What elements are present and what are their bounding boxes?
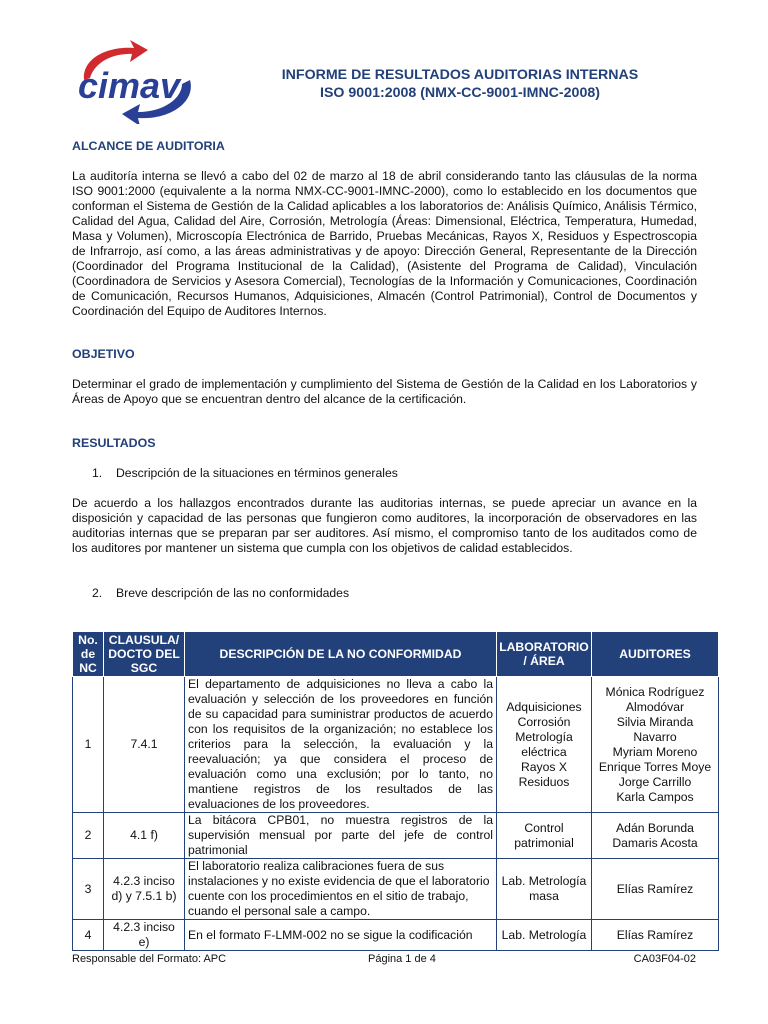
footer-responsable: Responsable del Formato: APC [72, 953, 227, 965]
lab-line: Residuos [518, 774, 570, 789]
lab-line: Metrología eléctrica [515, 729, 573, 759]
title-line-1: INFORME DE RESULTADOS AUDITORIAS INTERNAS [281, 67, 639, 83]
table-row [73, 920, 719, 951]
no-conformidades-table [72, 631, 719, 951]
lab-line: Corrosión [517, 714, 571, 729]
header-no: No. de NC [73, 632, 104, 677]
cell-auditores [592, 677, 719, 813]
auditor-name: Silvia Miranda Navarro [616, 714, 694, 744]
table-row [73, 677, 719, 813]
cell-laboratorio [497, 813, 592, 859]
auditor-name: Karla Campos [616, 789, 694, 804]
auditor-name: Mónica Rodríguez Almodóvar [605, 684, 705, 714]
lab-line: Adquisiciones [506, 699, 582, 714]
title-line-2: ISO 9001:2008 (NMX-CC-9001-IMNC-2008) [320, 85, 600, 101]
report-title [200, 66, 720, 102]
cell-descripcion: La bitácora CPB01, no muestra registros de la supervisión mensual por parte del jefe de control patrimonial [185, 813, 497, 859]
cell-descripcion: El departamento de adquisiciones no lleva a cabo la evaluación y selección de los proveedores en función de su capacidad para suministrar productos de acuerdo con los requisitos de la organización; no establece los criterios para la selección, la evaluación y la reevaluación; ya que considera el proceso de evaluación como una exclusión; por lo tanto, no mantiene registros de los resultados de las evaluaciones de los proveedores. [185, 677, 497, 813]
cell-auditores [592, 859, 719, 920]
cell-laboratorio [497, 859, 592, 920]
list-item-2-number: 2. [92, 586, 103, 600]
lab-line: Lab. Metrología masa [501, 874, 587, 903]
header-laboratorio: LABORATORIO / ÁREA [497, 632, 592, 677]
cell-descripcion: El laboratorio realiza calibraciones fuera de sus instalaciones y no existe evidencia de que el laboratorio cuente con los procedimientos en el sitio de trabajo, cuando el personal sale a campo. [185, 859, 497, 920]
header-clausula: CLAUSULA/ DOCTO DEL SGC [104, 632, 185, 677]
cell-no: 1 [73, 677, 104, 813]
lab-line: Rayos X [520, 759, 568, 774]
list-item-1-number: 1. [92, 466, 103, 480]
alcance-heading: ALCANCE DE AUDITORIA [72, 139, 225, 153]
cell-laboratorio [497, 920, 592, 951]
header-descripcion: DESCRIPCIÓN DE LA NO CONFORMIDAD [185, 632, 497, 677]
objetivo-paragraph: Determinar el grado de implementación y cumplimiento del Sistema de Gestión de la Calidad en los Laboratorios y Áreas de Apoyo que se encuentran dentro del alcance de la certificación. [72, 377, 697, 406]
list-item-2-text: Breve descripción de las no conformidades [116, 586, 350, 600]
auditor-name: Elías Ramírez [616, 881, 694, 896]
footer-format-code: CA03F04-02 [633, 953, 696, 965]
auditor-name: Elías Ramírez [616, 927, 694, 942]
table-row [73, 813, 719, 859]
auditor-name: Enrique Torres Moye [598, 759, 712, 774]
resultados-paragraph: De acuerdo a los hallazgos encontrados durante las auditorias internas, se puede apreciar un avance en la disposición y capacidad de las personas que fungieron como auditores, la incorporación de observadores en las auditorias internas que se preparan par ser auditores. Así mismo, el compromiso tanto de los auditados como de los auditores por mantener un sistema que cumpla con los objetivos de calidad establecidos. [72, 496, 697, 555]
lab-line: Control patrimonial [514, 820, 574, 850]
cell-clausula: 4.2.3 inciso d) y 7.5.1 b) [104, 859, 185, 920]
list-item-1 [92, 466, 398, 481]
cell-laboratorio [497, 677, 592, 813]
auditor-name: Damaris Acosta [612, 835, 698, 850]
cell-clausula: 4.2.3 inciso e) [104, 920, 185, 951]
header-auditores: AUDITORES [592, 632, 719, 677]
cell-auditores [592, 813, 719, 859]
cell-clausula: 4.1 f) [104, 813, 185, 859]
cell-auditores [592, 920, 719, 951]
resultados-heading: RESULTADOS [72, 436, 156, 450]
cell-no: 2 [73, 813, 104, 859]
table-row [73, 859, 719, 920]
alcance-paragraph: La auditoría interna se llevó a cabo del 02 de marzo al 18 de abril considerando tanto las cláusulas de la norma ISO 9001:2000 (equivalente a la norma NMX-CC-9001-IMNC-2000), como lo establecido en los documentos que conforman el Sistema de Gestión de la Calidad aplicables a los laboratorios de: Análisis Químico, Análisis Térmico, Calidad del Agua, Calidad del Aire, Corrosión, Metrología (Áreas: Dimensional, Eléctrica, Temperatura, Humedad, Masa y Volumen), Microscopía Electrónica de Barrido, Pruebas Mecánicas, Rayos X, Residuos y Espectroscopia de Infrarrojo, así como, a las áreas administrativas y de apoyo: Dirección General, Representante de la Dirección (Coordinador del Programa Institucional de la Calidad), (Asistente del Programa de Calidad), Vinculación (Coordinadora de Servicios y Asesora Comercial), Tecnologías de la Información y Comunicaciones, Coordinación de Comunicación, Recursos Humanos, Adquisiciones, Almacén (Control Patrimonial), Control de Documentos y Coordinación del Equipo de Auditores Internos. [72, 169, 697, 318]
list-item-1-text: Descripción de la situaciones en términos generales [116, 466, 398, 480]
auditor-name: Myriam Moreno [612, 744, 698, 759]
lab-line: Lab. Metrología [501, 927, 587, 942]
cell-no: 3 [73, 859, 104, 920]
cimav-logo [68, 40, 200, 124]
auditor-name: Jorge Carrillo [618, 774, 692, 789]
cell-clausula: 7.4.1 [104, 677, 185, 813]
auditor-name: Adán Borunda [616, 820, 694, 835]
table-header-row [73, 632, 719, 677]
cell-no: 4 [73, 920, 104, 951]
cell-descripcion: En el formato F-LMM-002 no se sigue la codificación [185, 920, 497, 951]
objetivo-heading: OBJETIVO [72, 347, 135, 361]
list-item-2 [92, 586, 349, 601]
footer-page-number: Página 1 de 4 [368, 953, 436, 965]
logo-text: cimav [78, 65, 181, 106]
